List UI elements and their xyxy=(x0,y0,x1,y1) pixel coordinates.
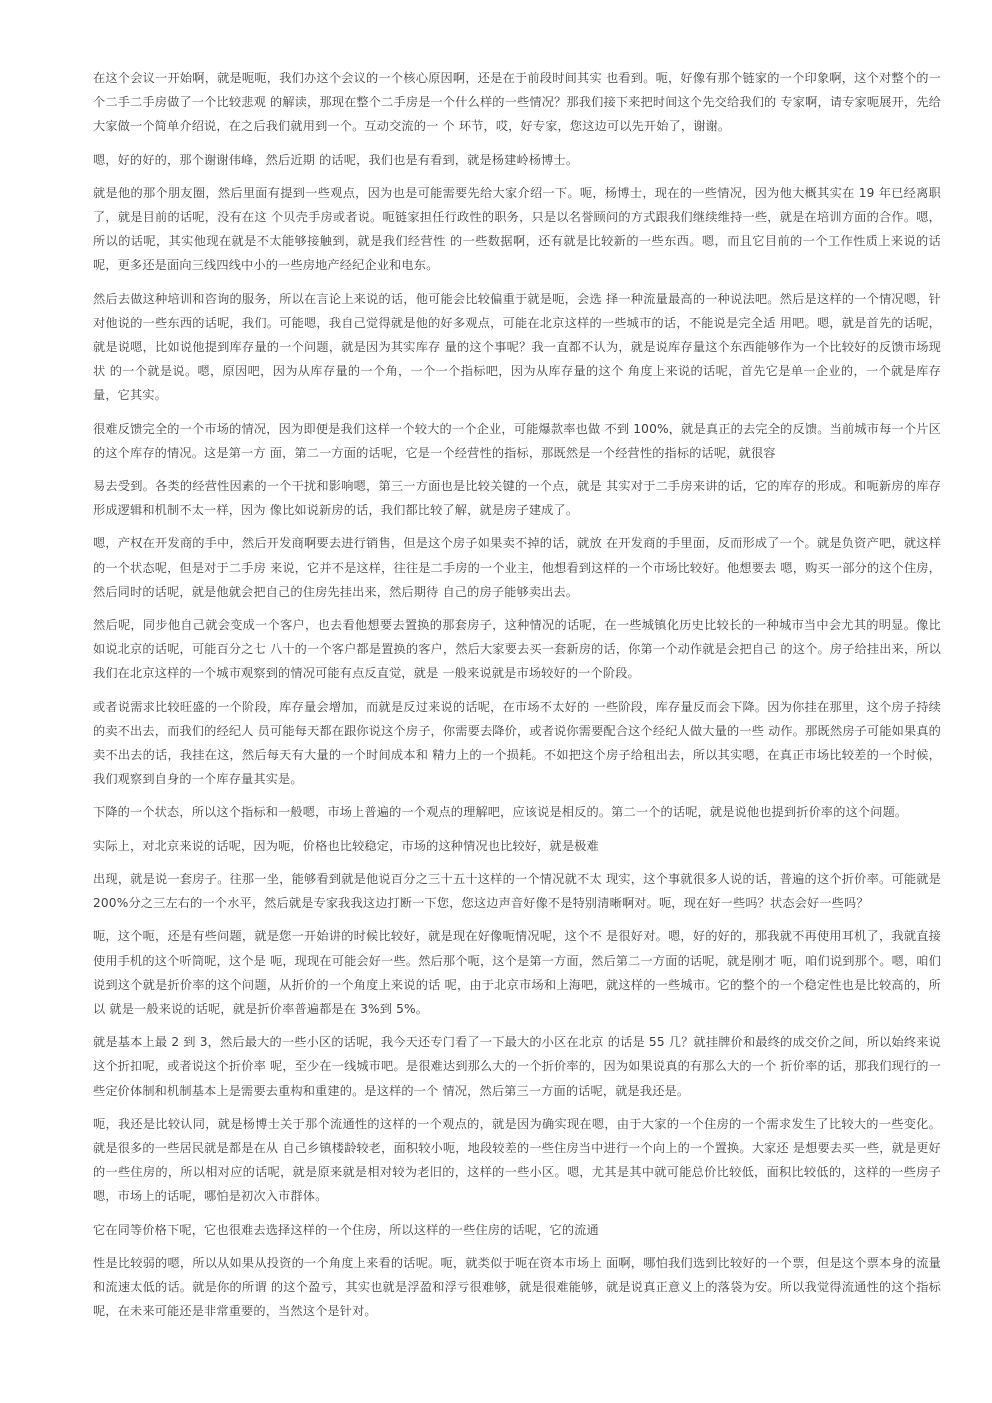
paragraph-3: 就是他的那个朋友圈，然后里面有提到一些观点，因为也是可能需要先给大家介绍一下。呃，杨博士，现在的一些情况，因为他大概其实在 19 年已经离职了，就是目前的话呢，没有在这 个贝壳手房或者说。呃链家担任行政性的职务，只是以名誉顾问的方式跟我们继续维持一些，就是在培训方面的合作。嗯，所以的话呢，其实他现在就是不太能够接触到，就是我们经营性 的一些数据啊，还有就是比较新的一些东西。嗯，而且它目前的一个工作性质上来说的话呢，更多还是面向三线四线中小的一些房地产经纪企业和电东。 xyxy=(93,185,941,273)
paragraph-13: 呃，这个呃，还是有些问题，就是您一开始讲的时候比较好，就是现在好像呃情况呢，这个不 是很好对。嗯，好的好的，那我就不再使用耳机了，我就直接使用手机的这个听筒呢，这个是 呃，现现在可能会好一些。然后那个呃，这个是第一方面，然后第二一方面的话呢，就是刚才 呃，咱们说到那个。嗯，咱们说到这个就是折价率的这个问题，从折价的一个角度上来说的话 呢，由于北京市场和上海吧，就这样的一些城市。它的整个的一个稳定性也是比较高的，所以 就是一般来说的话呢，就是折价率普遍都是在 3%到 5%。 xyxy=(93,929,941,1016)
paragraph-10: 下降的一个状态，所以这个指标和一般嗯，市场上普遍的一个观点的理解吧，应该说是相反的。第二一个的话呢，就是说他也提到折价率的这个问题。 xyxy=(93,805,908,820)
paragraph-6: 易去受到。各类的经营性因素的一个干扰和影响嗯，第三一方面也是比较关键的一个点，就是 其实对于二手房来讲的话，它的库存的形成。和呃新房的库存形成逻辑和机制不太一样，因为 像比如说新房的话，我们都比较了解，就是房子建成了。 xyxy=(93,479,941,518)
paragraph-11: 实际上，对北京来说的话呢，因为呃，价格也比较稳定，市场的这种情况也比较好，就是极难 xyxy=(93,838,599,853)
document-body xyxy=(93,66,941,1332)
paragraph-14: 就是基本上最 2 到 3，然后最大的一些小区的话呢，我今天还专门看了一下最大的小区在北京 的话是 55 几？就挂牌价和最终的成交价之间，所以始终来说这个折扣呢，或者说这个折价率 呢，至少在一线城市吧。是很难达到那么大的一个折价率的，因为如果说真的有那么大的一个 折价率的话，那我们现行的一些定价体制和机制基本上是需要去重构和重建的。是这样的一个 情况，然后第三一方面的话呢，就是我还是。 xyxy=(93,1035,941,1098)
paragraph-9: 或者说需求比较旺盛的一个阶段，库存量会增加，而就是反过来说的话呢，在市场不太好的 一些阶段，库存量反而会下降。因为你挂在那里，这个房子持续的卖不出去，而我们的经纪人 员可能每天都在跟你说这个房子，你需要去降价，或者说你需要配合这个经纪人做大量的一些 动作。那既然房子可能如果真的卖不出去的话，我挂在这，然后每天有大量的一个时间成本和 精力上的一个损耗。不如把这个房子给租出去，所以其实嗯，在真正市场比较差的一个时候，我们观察到自身的一个库存量其实是。 xyxy=(93,699,941,787)
paragraph-5: 很难反馈完全的一个市场的情况，因为即便是我们这样一个较大的一个企业，可能爆款率也做 不到 100%，就是真正的去完全的反馈。当前城市每一个片区的这个库存的情况。这是第一方 面，第二一方面的话呢，它是一个经营性的指标，那既然是一个经营性的指标的话呢，就很容 xyxy=(93,421,941,460)
paragraph-1: 在这个会议一开始啊，就是呃呃，我们办这个会议的一个核心原因啊，还是在于前段时间其实 也看到。呃，好像有那个链家的一个印象啊，这个对整个的一个二手二手房做了一个比较悲观 的解读，那现在整个二手房是一个什么样的一些情况？那我们接下来把时间这个先交给我们的 专家啊，请专家呃展开，先给大家做一个简单介绍说，在之后我们就用到一个。互动交流的一 个 环节，哎，好专家，您这边可以先开始了，谢谢。 xyxy=(93,71,941,134)
paragraph-8: 然后呢，同步他自己就会变成一个客户，也去看他想要去置换的那套房子，这种情况的话呢，在一些城镇化历史比较长的一种城市当中会尤其的明显。像比如说北京的话呢，可能百分之七 八十的一个客户都是置换的客户，然后大家要去买一套新房的话，你第一个动作就是会把自己 的这个。房子给挂出来，所以我们在北京这样的一个城市观察到的情况可能有点反直觉，就是 一般来说就是市场较好的一个阶段。 xyxy=(93,618,941,681)
paragraph-16: 它在同等价格下呢，它也很难去选择这样的一个住房，所以这样的一些住房的话呢，它的流通 xyxy=(93,1222,599,1237)
paragraph-12: 出现，就是说一套房子。往那一坐，能够看到就是他说百分之三十五十这样的一个情况就不太 现实，这个事就很多人说的话，普遍的这个折价率。可能就是 200%分之三左右的一个水平，然后就是专家我我这边打断一下您，您这边声音好像不是特别清晰啊对。呃，现在好一些吗？状态会好一些吗？ xyxy=(93,871,941,911)
paragraph-4: 然后去做这种培训和咨询的服务，所以在言论上来说的话，他可能会比较偏重于就是呃，会选 择一种流量最高的一种说法吧。然后是这样的一个情况嗯，针对他说的一些东西的话呢，我们。可能嗯，我自己觉得就是他的好多观点，可能在北京这样的一些城市的话，不能说是完全适 用吧。嗯，就是首先的话呢，就是说嗯，比如说他提到库存量的一个问题，就是因为其实库存 量的这个事呢？我一直都不认为，就是说库存量这个东西能够作为一个比较好的反馈市场现状 的一个就是说。嗯，原因吧，因为从库存量的一个角，一个一个指标吧，因为从库存量的这个 角度上来说的话呢，首先它是单一企业的，一个就是库存量，它其实。 xyxy=(93,291,941,403)
paragraph-15: 呃，我还是比较认同，就是杨博士关于那个流通性的这样的一个观点的，就是因为确实现在嗯，由于大家的一个住房的一个需求发生了比较大的一些变化。就是很多的一些居民就是都是在从 自己乡镇楼龄较老，面积较小呃，地段较差的一些住房当中进行一个向上的一个置换。大家还 是想要去买一些，就是更好的一些住房的，所以相对应的话呢，就是原来就是相对较为老旧的，这样的一些小区。嗯，尤其是其中就可能总价比较低，面积比较低的，这样的一些房子嗯，市场上的话呢，哪怕是初次入市群体。 xyxy=(93,1116,941,1204)
paragraph-7: 嗯，产权在开发商的手中，然后开发商啊要去进行销售，但是这个房子如果卖不掉的话，就放 在开发商的手里面，反而形成了一个。就是负资产吧，就这样的一个状态呢，但是对于二手房 来说，它并不是这样，往往是二手房的一个业主，他想看到这样的一个市场比较好。他想要去 嗯，购买一部分的这个住房，然后同时的话呢，就是他就会把自己的住房先挂出来，然后期待 自己的房子能够卖出去。 xyxy=(93,536,941,599)
paragraph-2: 嗯，好的好的，那个谢谢伟峰，然后近期 的话呢，我们也是有看到，就是杨建岭杨博士。 xyxy=(93,152,579,167)
paragraph-17: 性是比较弱的嗯，所以从如果从投资的一个角度上来看的话呢。呃，就类似于呃在资本市场上 面啊，哪怕我们选到比较好的一个票，但是这个票本身的流量和流速太低的话。就是你的所谓 的这个盈亏，其实也就是浮盈和浮亏很难够，就是很难能够，就是说真正意义上的落袋为安。所以我觉得流通性的这个指标呢，在未来可能还是非常重要的，当然这个是针对。 xyxy=(93,1255,941,1319)
